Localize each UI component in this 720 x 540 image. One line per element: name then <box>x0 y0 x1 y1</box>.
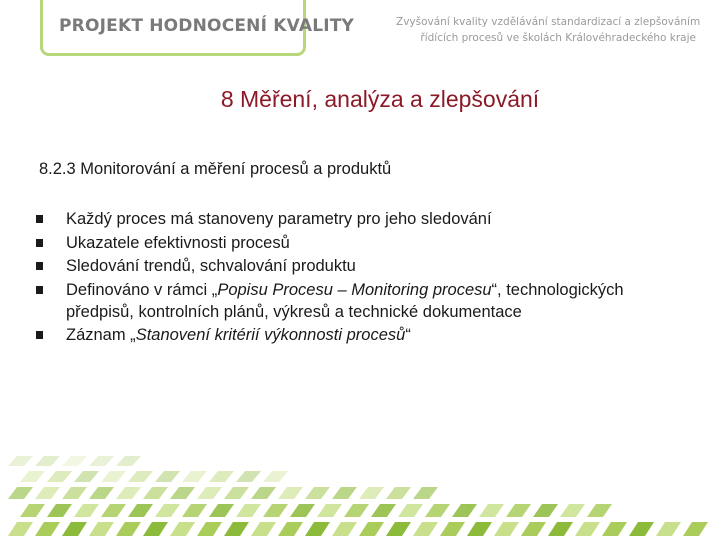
footer-deco-shape <box>305 522 330 536</box>
bullet-text: Ukazatele efektivnosti procesů <box>66 233 290 252</box>
footer-deco-shape <box>116 487 141 499</box>
footer-deco-shape <box>656 522 681 536</box>
footer-deco-shape <box>35 522 60 536</box>
bullet-text: Sledování trendů, schvalování produktu <box>66 257 356 275</box>
bullet-item <box>34 255 694 277</box>
footer-deco-shape <box>359 522 384 536</box>
footer-deco-shape <box>209 471 234 482</box>
footer-deco-shape <box>413 487 438 499</box>
footer-deco-shape <box>35 487 60 499</box>
footer-deco-shape <box>143 522 168 536</box>
bullet-square-icon <box>36 286 43 294</box>
footer-deco-shape <box>278 487 303 499</box>
footer-deco-shape <box>47 471 72 482</box>
footer-deco-shape <box>128 471 153 482</box>
footer-deco-shape <box>560 504 585 517</box>
footer-deco-shape <box>62 522 87 536</box>
bullet-square-icon <box>36 215 43 223</box>
section-heading: 8.2.3 Monitorování a měření procesů a produktů <box>39 160 392 178</box>
footer-deco-shape <box>452 504 477 517</box>
footer-deco-shape <box>305 487 330 499</box>
footer-deco-shape <box>74 471 99 482</box>
footer-deco-shape <box>8 456 33 466</box>
footer-deco-shape <box>467 522 492 536</box>
footer-deco-shape <box>494 522 519 536</box>
footer-deco-shape <box>197 522 222 536</box>
footer-deco-shape <box>89 522 114 536</box>
bullet-text-pre: Definováno v rámci „ <box>66 280 218 299</box>
footer-deco-shape <box>116 456 141 466</box>
footer-deco-shape <box>386 522 411 536</box>
footer-deco-shape <box>332 487 357 499</box>
bullet-text-pre: Záznam „ <box>66 326 136 344</box>
bullet-text-italic: Stanovení kritérií výkonnosti procesů <box>135 326 406 344</box>
footer-deco-shape <box>413 522 438 536</box>
footer-deco-shape <box>62 487 87 499</box>
footer-deco-shape <box>425 504 450 517</box>
footer-deco-shape <box>575 522 600 536</box>
footer-deco-shape <box>116 522 141 536</box>
footer-deco-shape <box>317 504 342 517</box>
bullet-item <box>34 279 694 323</box>
footer-deco-shape <box>398 504 423 517</box>
footer-deco-shape <box>251 522 276 536</box>
footer-deco-shape <box>371 504 396 517</box>
footer-deco-shape <box>587 504 612 517</box>
footer-deco-shape <box>89 456 114 466</box>
footer-deco-shape <box>224 487 249 499</box>
footer-deco-shape <box>359 487 384 499</box>
footer-deco-shape <box>8 522 33 536</box>
footer-deco-shape <box>8 487 33 499</box>
bullet-text-italic: Popisu Procesu – Monitoring procesu <box>217 280 492 299</box>
footer-deco-shape <box>479 504 504 517</box>
footer-deco-shape <box>263 504 288 517</box>
footer-deco-shape <box>101 471 126 482</box>
footer-deco-shape <box>629 522 654 536</box>
footer-deco-shape <box>143 487 168 499</box>
footer-deco-shape <box>197 487 222 499</box>
bullet-text: Každý proces má stanoveny parametry pro jeho sledování <box>66 210 492 228</box>
footer-deco-shape <box>344 504 369 517</box>
project-logo <box>40 0 355 56</box>
header-subtitle <box>396 14 701 46</box>
footer-deco-shape <box>170 522 195 536</box>
footer-deco-shape <box>35 456 60 466</box>
bullet-square-icon <box>36 239 43 247</box>
footer-deco-shape <box>20 471 45 482</box>
footer-deco-shape <box>62 456 87 466</box>
bullet-square-icon <box>36 331 43 339</box>
footer-deco-shape <box>251 487 276 499</box>
footer-deco-shape <box>236 504 261 517</box>
bullet-item <box>34 208 694 230</box>
footer-deco-shape <box>332 522 357 536</box>
footer-deco-shape <box>155 471 180 482</box>
bullet-text-post: “ <box>405 326 411 344</box>
footer-deco-shape <box>182 504 207 517</box>
footer-deco-shape <box>278 522 303 536</box>
footer-deco-shape <box>155 504 180 517</box>
footer-deco-shape <box>263 471 288 482</box>
footer-deco-shape <box>236 471 261 482</box>
bullet-item <box>34 232 694 254</box>
footer-deco-shape <box>224 522 249 536</box>
footer-deco-shape <box>683 522 708 536</box>
slide-title: 8 Měření, analýza a zlepšování <box>220 86 540 112</box>
bullet-list <box>34 208 694 348</box>
footer-deco-shape <box>47 504 72 517</box>
bullet-item <box>34 324 694 346</box>
footer-deco-shape <box>170 487 195 499</box>
footer-deco-shape <box>290 504 315 517</box>
header-subtitle-line2: řídících procesů ve školách Královéhradeckého kraje <box>420 32 696 44</box>
footer-deco-shape <box>101 504 126 517</box>
footer-deco-shape <box>533 504 558 517</box>
footer-deco-shape <box>182 471 207 482</box>
footer-decoration <box>0 450 720 540</box>
footer-deco-shape <box>74 504 99 517</box>
footer-deco-shape <box>548 522 573 536</box>
footer-deco-shape <box>128 504 153 517</box>
header-subtitle-line1: Zvyšování kvality vzdělávání standardizací a zlepšováním <box>396 16 701 28</box>
footer-deco-shape <box>386 487 411 499</box>
bullet-text-post: “, technologických předpisů, kontrolních plánů, výkresů a technické dokumentace <box>66 280 624 321</box>
footer-deco-shape <box>506 504 531 517</box>
footer-deco-shape <box>209 504 234 517</box>
bullet-square-icon <box>36 262 43 270</box>
logo-text: PROJEKT HODNOCENÍ KVALITY <box>59 16 355 36</box>
footer-deco-shape <box>20 504 45 517</box>
footer-deco-shape <box>521 522 546 536</box>
footer-deco-shape <box>602 522 627 536</box>
footer-deco-shape <box>89 487 114 499</box>
footer-deco-shape <box>440 522 465 536</box>
